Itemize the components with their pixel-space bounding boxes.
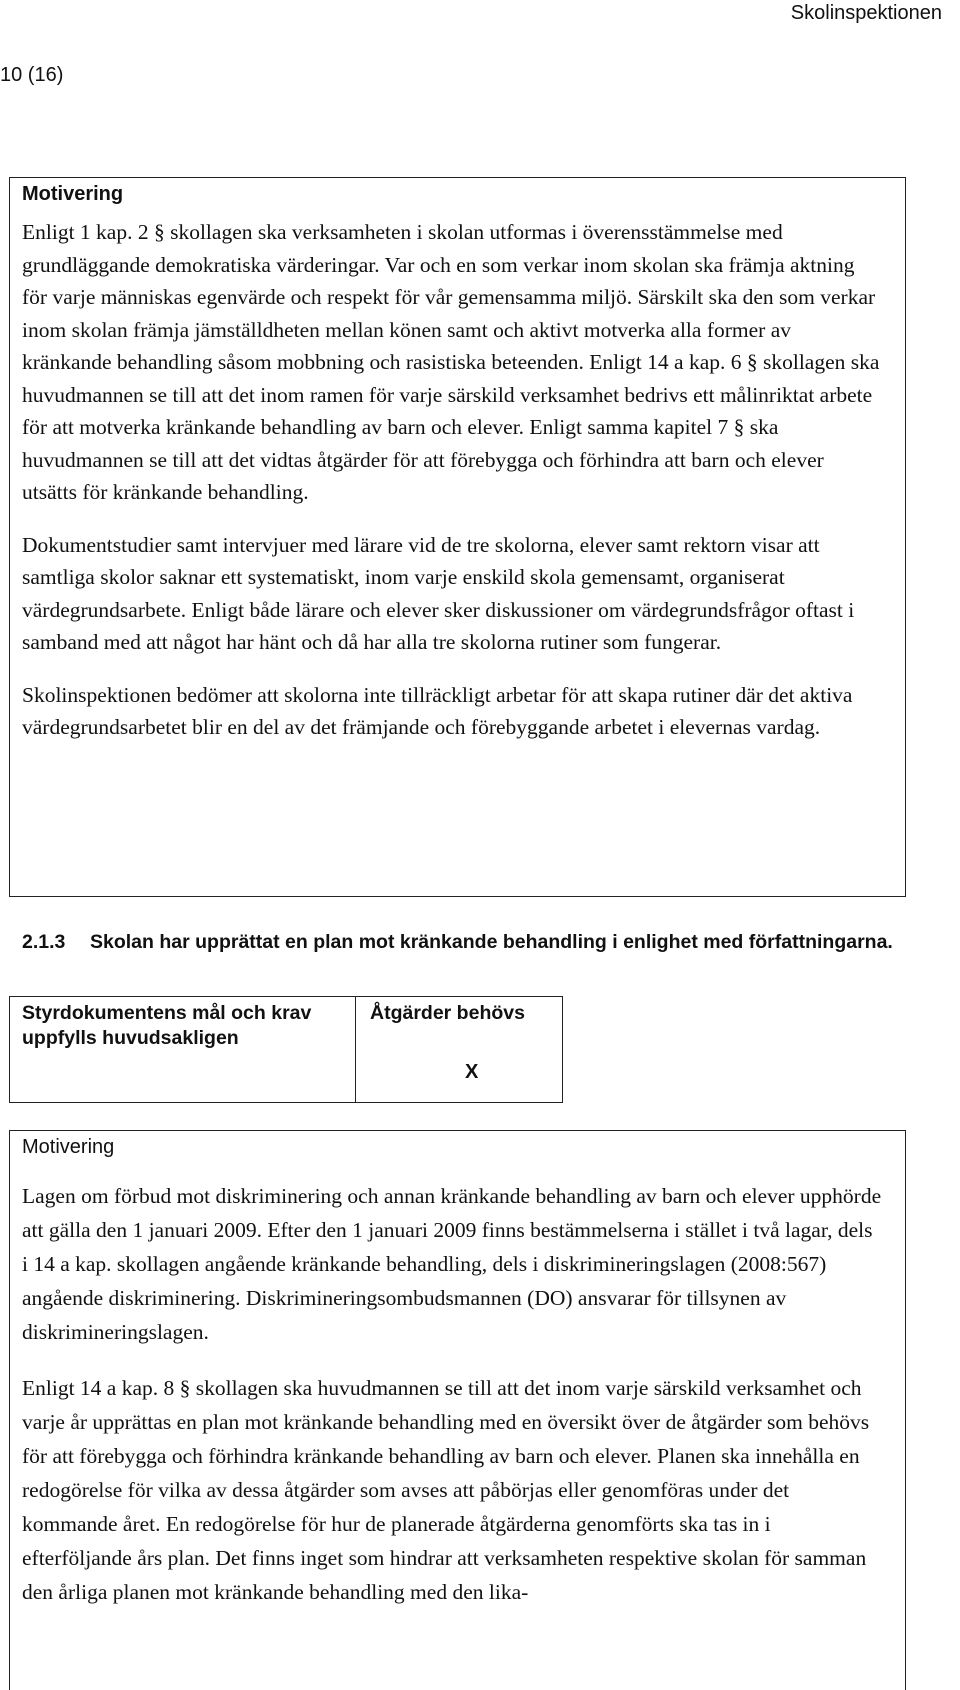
paragraph: Enligt 14 a kap. 8 § skollagen ska huvudmannen se till att det inom varje särskild verksamhet och varje år upprättas en plan mot kränkande behandling med en översikt över de åtgärder som behövs för att förebygga och förhindra kränkande behandling av barn och elever. Planen ska innehålla en redogörelse för vilka av dessa åtgärder som avses att påbörjas eller genomföras under det kommande året. En redogörelse för hur de planerade åtgärderna genomförts ska tas in i efterföljande års plan. Det finns inget som hindrar att verksamheten respektive skolan för samman den årliga planen mot kränkande behandling med den lika-	[22, 1376, 870, 1604]
section-number: 2.1.3	[22, 931, 66, 953]
section-body	[22, 216, 882, 764]
motivering-box-2	[9, 1130, 906, 1690]
section-body	[22, 1179, 882, 1631]
table-divider	[355, 997, 356, 1102]
page-number: 10 (16)	[0, 64, 64, 86]
actions-needed-header: Åtgärder behövs	[370, 1002, 525, 1024]
paragraph: Lagen om förbud mot diskriminering och annan kränkande behandling av barn och elever upphörde att gälla den 1 januari 2009. Efter den 1 januari 2009 finns bestämmelserna i stället i två lagar, dels i 14 a kap. skollagen angående kränkande behandling, dels i diskrimineringslagen (2008:567) angående diskriminering. Diskrimineringsombudsmannen (DO) ansvarar för tillsynen av diskrimineringslagen.	[22, 1184, 882, 1344]
paragraph: Dokumentstudier samt intervjuer med lärare vid de tre skolorna, elever samt rektorn visar att samtliga skolor saknar ett systematiskt, inom varje enskild skola gemensamt, organiserat värdegrundsarbete. Enligt både lärare och elever sker diskussioner om värdegrundsfrågor oftast i samband med att något har hänt och då har alla tre skolorna rutiner som fungerar.	[22, 532, 855, 654]
section-heading-text: Skolan har upprättat en plan mot kränkande behandling i enlighet med författningarna.	[90, 931, 893, 953]
organization-name: Skolinspektionen	[790, 2, 942, 24]
paragraph: Enligt 1 kap. 2 § skollagen ska verksamheten i skolan utformas i överensstämmelse med grundläggande demokratiska värderingar. Var och en som verkar inom skolan ska främja aktning för varje människas egenvärde och respekt för vår gemensamma miljö. Särskilt ska den som verkar inom skolan främja jämställdheten mellan könen samt och aktivt motverka alla former av kränkande behandling såsom mobbning och rasistiska beteenden. Enligt 14 a kap. 6 § skollagen ska huvudmannen se till att det inom ramen för varje särskild verksamhet bedrivs ett målinriktat arbete för att motverka kränkande behandling av barn och elever. Enligt samma kapitel 7 § ska huvudmannen se till att det vidtas åtgärder för att förebygga och förhindra att barn och elever utsätts för kränkande behandling.	[22, 220, 880, 504]
assessment-table	[9, 996, 563, 1103]
paragraph: Skolinspektionen bedömer att skolorna inte tillräckligt arbetar för att skapa rutiner där det aktiva värdegrundsarbetet blir en del av det främjande och förebyggande arbetet i elevernas vardag.	[22, 682, 853, 739]
section-title: Motivering	[22, 183, 124, 205]
section-title: Motivering	[22, 1136, 115, 1158]
requirements-met-header: Styrdokumentens mål och krav uppfylls huvudsakligen	[22, 1002, 312, 1049]
actions-needed-mark: X	[465, 1061, 479, 1083]
motivering-box-1	[9, 177, 906, 897]
